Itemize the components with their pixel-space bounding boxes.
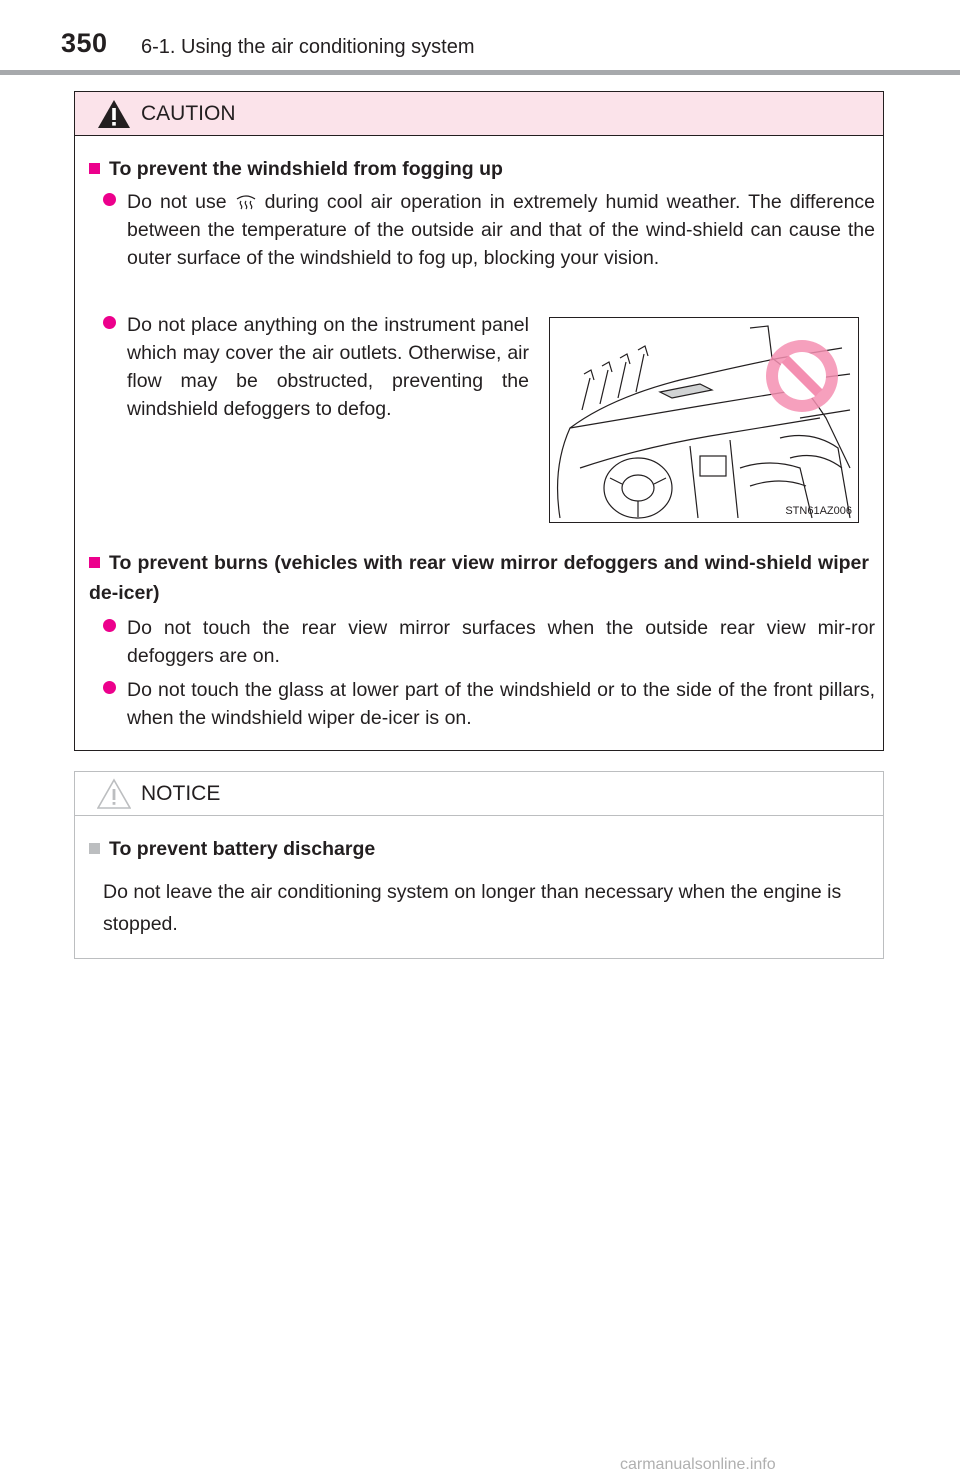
heading-square-marker	[89, 557, 100, 568]
bullet-dot	[103, 681, 116, 694]
heading-text: To prevent battery discharge	[109, 838, 376, 860]
watermark: carmanualsonline.info	[620, 1456, 776, 1473]
windshield-defogger-icon	[235, 193, 257, 211]
notice-title: NOTICE	[141, 782, 221, 805]
caution-bullet	[103, 188, 875, 272]
caution-bullet	[103, 676, 875, 732]
dashboard-drawing-icon	[550, 318, 858, 522]
page-number: 350	[61, 28, 108, 58]
prohibition-icon	[766, 340, 838, 412]
header-rule	[0, 70, 960, 75]
bullet-text: Do not touch the glass at lower part of the windshield or to the side of the front pillars, when the windshield wiper de-icer is on.	[127, 679, 875, 729]
heading-text: To prevent the windshield from fogging up	[109, 158, 503, 180]
bullet-text-part: during cool air operation in extremely humid weather. The difference between the temperature of the outside air and that of the wind-shield can cause the outer surface of the windshield to fog up, blocking your vision.	[127, 191, 876, 269]
bullet-text	[103, 188, 875, 272]
bullet-dot	[103, 193, 116, 206]
bullet-text: Do not place anything on the instrument panel which may cover the air outlets. Otherwise, air flow may be obstructed, preventing the windshield defoggers to defog.	[127, 314, 529, 420]
notice-header	[75, 772, 883, 816]
caution-bullet	[103, 311, 529, 423]
notice-heading	[89, 834, 869, 864]
caution-heading-fogging	[89, 154, 869, 184]
caution-box	[74, 91, 884, 751]
dashboard-illustration	[549, 317, 859, 523]
bullet-text: Do not touch the rear view mirror surfaces when the outside rear view mir-ror defoggers are on.	[127, 617, 875, 667]
figure-code: STN61AZ006	[785, 505, 852, 517]
section-title: 6-1. Using the air conditioning system	[141, 36, 475, 58]
warning-triangle-icon	[97, 98, 131, 130]
page-header	[0, 0, 960, 76]
caution-title: CAUTION	[141, 102, 236, 125]
heading-square-marker	[89, 163, 100, 174]
notice-box	[74, 771, 884, 959]
bullet-text-part: Do not use	[127, 191, 227, 213]
caution-bullet	[103, 614, 875, 670]
caution-heading-burns	[89, 548, 869, 608]
notice-triangle-icon	[97, 778, 131, 810]
caution-header	[75, 92, 883, 136]
heading-square-marker	[89, 843, 100, 854]
bullet-dot	[103, 619, 116, 632]
notice-text: Do not leave the air conditioning system on longer than necessary when the engine is stopped.	[103, 881, 842, 935]
heading-text: To prevent burns (vehicles with rear view mirror defoggers and wind-shield wiper de-icer)	[89, 552, 869, 604]
bullet-dot	[103, 316, 116, 329]
